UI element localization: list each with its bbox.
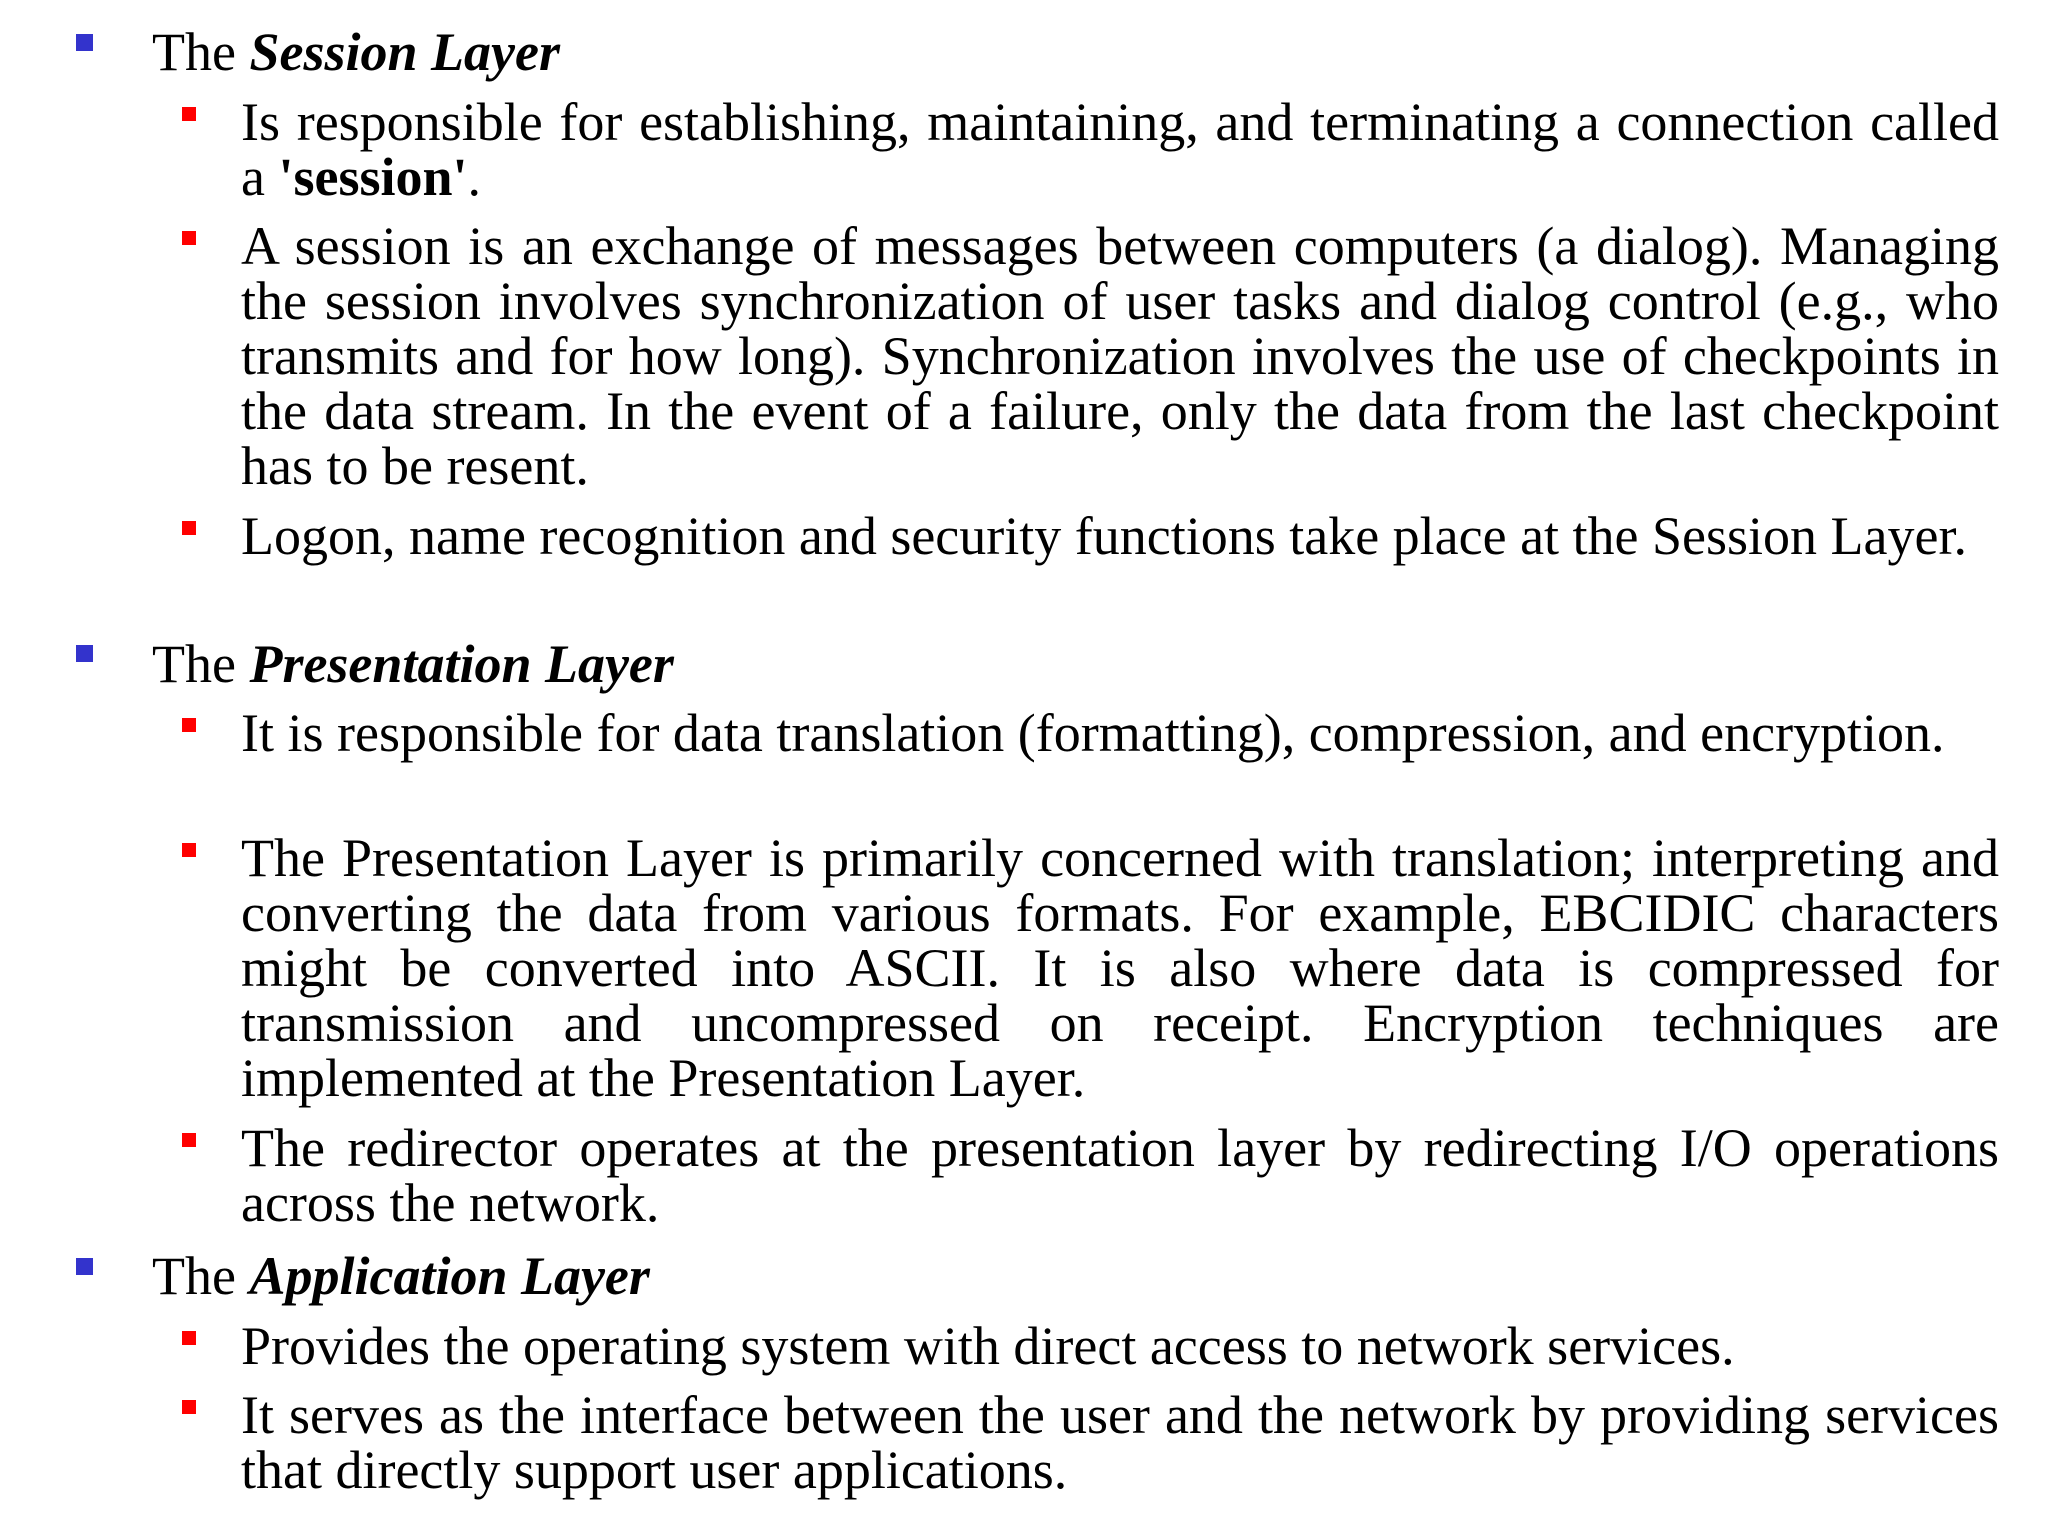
section-heading-presentation: [152, 636, 674, 692]
heading-prefix: The: [152, 1246, 250, 1306]
heading-title: Presentation Layer: [249, 634, 674, 694]
list-item: It is responsible for data translation (formatting), compression, and encryption.: [241, 703, 1945, 763]
level1-bullet: [76, 645, 93, 662]
level2-bullet: [182, 107, 196, 121]
level2-bullet: [182, 1400, 196, 1414]
list-item: The Presentation Layer is primarily concerned with translation; interpreting and converting the data from various formats. For example, EBCIDIC characters might be converted into ASCII. It is also where data is compressed for transmission and uncompressed on receipt. Encryption techniques are implemented at the Presentation Layer.: [241, 828, 1999, 1108]
level2-bullet: [182, 718, 196, 732]
level2-bullet: [182, 521, 196, 535]
level2-bullet: [182, 843, 196, 857]
level2-bullet: [182, 1133, 196, 1147]
heading-title: Session Layer: [249, 22, 560, 82]
item-emphasis: 'session': [278, 147, 468, 207]
level1-bullet: [76, 34, 93, 51]
section-heading-session: [152, 24, 560, 80]
list-item: Provides the operating system with direct access to network services.: [241, 1316, 1735, 1376]
list-item: It serves as the interface between the user and the network by providing services that directly support user applications.: [241, 1385, 1999, 1500]
heading-prefix: The: [152, 634, 250, 694]
heading-title: Application Layer: [249, 1246, 650, 1306]
heading-prefix: The: [152, 22, 250, 82]
list-item: A session is an exchange of messages between computers (a dialog). Managing the session involves synchronization of user tasks and dialog control (e.g., who transmits and for how long). Synchronization involves the use of checkpoints in the data stream. In the event of a failure, only the data from the last checkpoint has to be resent.: [241, 216, 1999, 496]
list-item: Logon, name recognition and security functions take place at the Session Layer.: [241, 506, 1967, 566]
list-item: [241, 92, 1999, 207]
level1-bullet: [76, 1258, 93, 1275]
level2-bullet: [182, 231, 196, 245]
section-heading-application: [152, 1248, 650, 1304]
item-text-end: .: [467, 147, 482, 207]
level2-bullet: [182, 1331, 196, 1345]
item-text: Is responsible for establishing, maintaining, and terminating a connection called a: [241, 92, 1999, 207]
list-item: The redirector operates at the presentation layer by redirecting I/O operations across the network.: [241, 1118, 1999, 1233]
